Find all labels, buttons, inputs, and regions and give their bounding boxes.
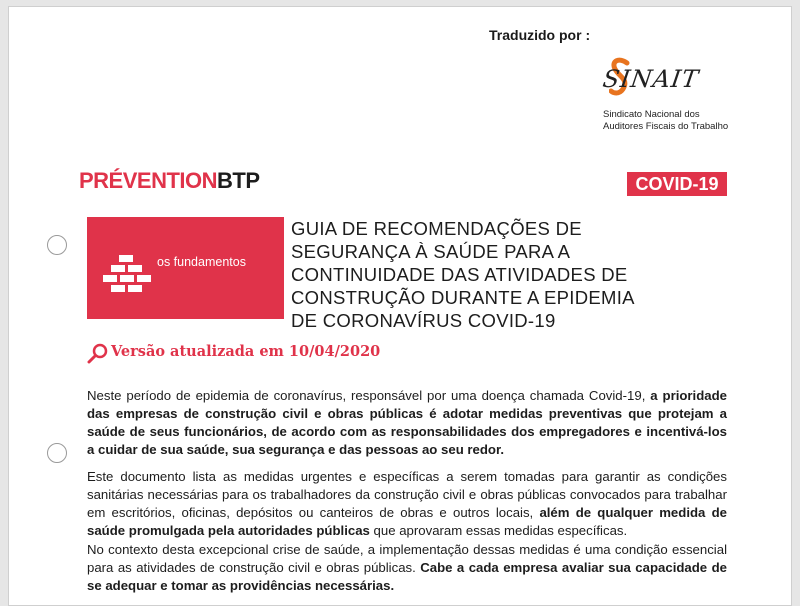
paragraph-1-text: Neste período de epidemia de coronavírus, responsável por uma doença chamada Covid-19, [87,388,651,403]
covid-badge: COVID-19 [627,172,727,196]
binder-hole-bottom [47,443,67,463]
paragraph-1-bold: a prioridade das empresas de construção civil e obras públicas é adotar medidas preventivas que protejam a saúde de seus funcionários, de acordo com as responsabilidades dos empregadores e incentivá-los a cuidar de sua saúde, sua segurança e das pessoas ao seu redor. [87,388,727,457]
prevention-btp-logo [79,168,260,194]
translated-by-label: Traduzido por : [489,27,591,43]
sinait-line-1: Sindicato Nacional dos [603,109,700,120]
paragraph-2-bold: além de qualquer medida de saúde promulgada pela autoridades públicas [87,505,727,538]
sinait-wordmark: SINAIT [601,65,701,93]
paragraph-3 [87,541,727,595]
bricks-icon [101,253,157,293]
paragraph-2-tail: que aprovaram essas medidas específicas. [369,523,628,538]
magnifier-icon [87,343,109,365]
title-line: GUIA DE RECOMENDAÇÕES DE [291,218,582,239]
hero-label: os fundamentos [157,255,246,269]
paragraph-2 [87,468,727,540]
document-page [8,6,792,606]
paragraph-1 [87,387,727,459]
paragraph-3-text: No contexto desta excepcional crise de saúde, a implementação dessas medidas é uma condição essencial para as atividades de construção civil e obras públicas. [87,542,727,575]
brand-part-1: PRÉVENTION [79,168,218,193]
title-line: CONTINUIDADE DAS ATIVIDADES DE [291,264,628,285]
brand-part-2: BTP [217,168,260,193]
paragraph-3-bold: Cabe a cada empresa avaliar sua capacidade de se adequar e tomar as providências necessárias. [87,560,727,593]
sinait-line-2: Auditores Fiscais do Trabalho [603,121,729,132]
document-title [291,217,731,332]
sinait-logo [589,55,729,135]
title-line: DE CORONAVÍRUS COVID-19 [291,310,556,331]
version-date: Versão atualizada em 10/04/2020 [111,343,381,360]
hero-banner [87,217,284,319]
paragraph-2-text: Este documento lista as medidas urgentes e específicas a serem tomadas para garantir as condições sanitárias necessárias para os trabalhadores da construção civil e obras públicas convocados para trabalhar em escritórios, oficinas, depósitos ou canteiros de obras e outros locais, [87,469,727,520]
title-line: CONSTRUÇÃO DURANTE A EPIDEMIA [291,287,635,308]
binder-hole-top [47,235,67,255]
title-line: SEGURANÇA À SAÚDE PARA A [291,241,571,262]
